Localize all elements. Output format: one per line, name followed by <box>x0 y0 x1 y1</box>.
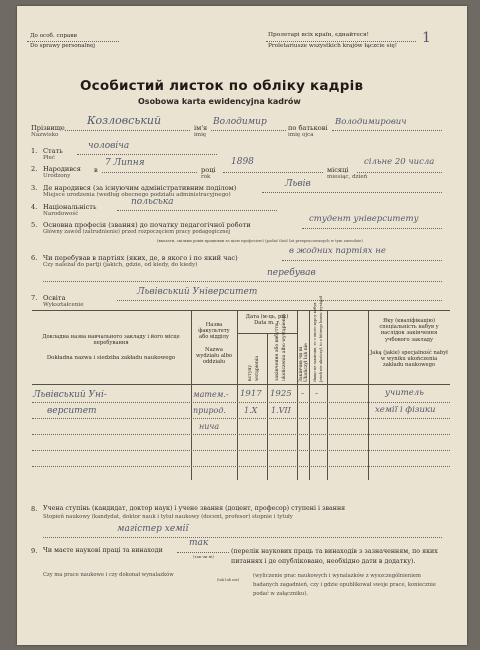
col-finished-header: Закінчив чи ні <box>299 346 304 382</box>
row1-spec: учитель <box>385 388 424 398</box>
field2-label: Народився <box>43 165 81 173</box>
field3-line <box>262 192 442 193</box>
col-course-header: Якщо не закінчив, то з якого курсу вибув <box>313 302 317 382</box>
field7-label: Освіта <box>43 294 66 302</box>
surname-line <box>65 130 190 131</box>
field2-year-line <box>223 172 323 173</box>
field1-label-pl: Płeć <box>43 155 56 161</box>
field9-note: (так чи ні) <box>193 554 214 559</box>
field2-year-value: 1898 <box>231 157 254 167</box>
field2-line <box>102 172 197 173</box>
col-end-header: закінчення або вибуття <box>275 323 280 381</box>
field9-line <box>177 552 229 553</box>
col-spec-header: Яку (кваліфікацію) спеціальність набув у наслідок закінчення учбового закладу <box>379 318 439 343</box>
field4-line <box>117 210 277 211</box>
field7-num: 7. <box>31 294 38 302</box>
field3-label-pl: Miejsce urodzenia (według obecnego podziału administracyjnego) <box>43 192 231 198</box>
surname-value: Козловський <box>87 114 162 127</box>
row2-start: 1.X <box>244 406 258 415</box>
col-finished-header-pl: Ukończył lub nie <box>304 343 309 382</box>
row1-course: - <box>315 389 319 399</box>
personnel-form-sheet <box>17 6 467 645</box>
form-title: Особистий листок по обліку кадрів <box>80 78 364 94</box>
field8-value: магістер хемії <box>117 524 189 534</box>
col-school-header-pl: Dokładna nazwa i siedziba zakładu naukowego <box>46 355 176 361</box>
field4-num: 4. <box>31 203 38 211</box>
col-date-header: Дата (м-ць, рік) Data m. r. <box>245 314 289 327</box>
field1-line <box>77 154 217 155</box>
patronymic-label-pl: imię ojca <box>288 132 314 138</box>
field9-label-part1: Чи маєте наукові праці та винаходи <box>43 547 163 554</box>
field5-num: 5. <box>31 221 38 229</box>
field4-label: Національність <box>43 203 97 211</box>
col-spec-header-pl: Jaką (jakie) specjalność nabył w wyniku ukończenia zakładu naukowego <box>370 350 448 369</box>
col-start-header-pl: wstąpienia <box>255 355 260 381</box>
page-number: 1 <box>422 30 431 46</box>
field2-place-label: місяці <box>327 166 349 174</box>
name-label: ім'я <box>194 124 208 132</box>
field6-line <box>282 260 442 261</box>
row1-school: Львівський Уні- <box>33 390 107 400</box>
field2-num: 2. <box>31 165 38 173</box>
row1-end: 1925 <box>270 389 292 399</box>
name-line <box>211 130 286 131</box>
row1-start: 1917 <box>240 389 262 399</box>
row3-faculty: нича <box>199 422 220 431</box>
col-school-header: Докладна назва навчального закладу і його місце перебування <box>42 334 180 347</box>
field1-value: чоловіча <box>88 141 130 151</box>
field2-place-label-pl: miesiąc, dzień <box>327 174 368 180</box>
field2-label-pl: Urodzony <box>43 173 71 179</box>
field1-label: Стать <box>43 147 63 155</box>
field4-value: польська <box>131 197 174 207</box>
row2-school: верситет <box>47 406 97 416</box>
field9-label-part2: (перелік наукових праць та винаходів з зазначенням, по яких питаннях і де опубліковано, необхідно дати в додатку). <box>231 548 438 565</box>
field2-place-value: сільне 20 числа <box>364 157 435 167</box>
field6-value2: перебував <box>267 268 316 278</box>
field9-label-pl1: Czy ma prace naukowe i czy dokonał wynalazków <box>43 572 174 578</box>
field4-label-pl: Narodowość <box>43 211 79 217</box>
field2-value: 7 Липня <box>105 158 145 168</box>
field6-line2 <box>43 281 442 282</box>
field5-label-pl: Główny zawód (zatrudnienie) przed rozpoczęciem pracy podagogicznej <box>43 229 231 235</box>
field6-label: Чи перебував в партіях (яких, де, в якого і по який час) <box>43 254 238 262</box>
form-subtitle: Osobowa karta ewidencyjna kadrów <box>138 97 301 106</box>
field5-label: Основна професія (звання) до початку педагогічної роботи <box>43 221 251 229</box>
field5-line <box>302 228 442 229</box>
row2-spec: хемії і фізики <box>375 405 436 415</box>
field8-num: 8. <box>31 505 38 513</box>
field9-label-pl2: (wyliczenie prac naukowych i wynalazków z wyszczególnieniem badanych zagadnień, czy i gdzie opublikował swoje prace, koniecznie podać w załączniku). <box>253 573 436 597</box>
field2-year-label: році <box>201 166 216 174</box>
patronymic-label: по батькові <box>288 124 328 132</box>
surname-label: Прізвище <box>31 124 65 132</box>
field2-year-label-pl: rok <box>201 174 211 180</box>
col-faculty-header-pl: Nazwa wydziału albo oddziału <box>195 347 233 366</box>
field6-num: 6. <box>31 254 38 262</box>
field7-value: Львівський Університет <box>137 287 258 297</box>
field6-value: в жодних партіях не <box>289 246 386 256</box>
header-left-line2: Do sprawy personalnej <box>30 43 95 49</box>
field2-prefix: в <box>94 166 98 174</box>
field8-line <box>43 537 442 538</box>
field2-place-line <box>357 172 442 173</box>
field8-label: Учена ступінь (кандидат, доктор наук) і учене звання (доцент, професор) ступені і звання <box>43 505 346 512</box>
row1-faculty: матем.- <box>193 390 229 399</box>
row2-faculty: природ. <box>193 406 226 415</box>
field3-value: Львів <box>285 179 311 189</box>
col-start-header: вступу <box>248 364 253 381</box>
field5-value: студент університету <box>309 214 419 224</box>
surname-label-pl: Nazwisko <box>31 132 59 138</box>
name-label-pl: imię <box>194 132 207 138</box>
field6-label-pl: Czy należał do partji (jakich, gdzie, od kiedy, do kiedy) <box>43 262 198 268</box>
col-end-header-pl: ukończenia albo wystąpienia <box>282 314 287 381</box>
header-left-line1: До особ. справи <box>30 33 78 39</box>
field9-num: 9. <box>31 547 38 555</box>
field9-note-pl: (tak lub nie) <box>217 578 240 582</box>
row1-finished: - <box>301 389 305 399</box>
col-faculty-header: Назва факультету або відділу <box>198 322 230 341</box>
header-left-divider <box>27 41 119 42</box>
field3-num: 3. <box>31 184 38 192</box>
field3-label: Де народився (за існуючим адміністративним поділом) <box>43 184 237 192</box>
name-value: Володимир <box>213 117 267 127</box>
header-right-line2: Proletariusze wszystkich krajów łączcie się! <box>268 43 398 49</box>
field9-value: так <box>189 538 209 548</box>
col-course-header-pl: Jeżeli nie ukończył, to z którego kursu wystąpił <box>319 296 323 382</box>
row2-end: 1.VII <box>271 406 291 415</box>
field8-label-pl: Stopień naukowy (kandydat, doktor nauk i tytuł naukowy (docent, profesor) stopnie i tytuły <box>43 514 293 520</box>
field5-note: (вказати, скільки років працював за цією професією) (podać ilość lat przepracowanych w tym zawodzie) <box>157 238 363 243</box>
patronymic-line <box>332 130 442 131</box>
header-right-line1: Пролетарі всіх країн, єднайтеся! <box>268 32 369 38</box>
patronymic-value: Володимирович <box>335 117 407 127</box>
field7-line <box>117 300 442 301</box>
field1-num: 1. <box>31 147 38 155</box>
field7-label-pl: Wykształcenie <box>43 302 84 308</box>
header-right-divider <box>266 41 416 42</box>
